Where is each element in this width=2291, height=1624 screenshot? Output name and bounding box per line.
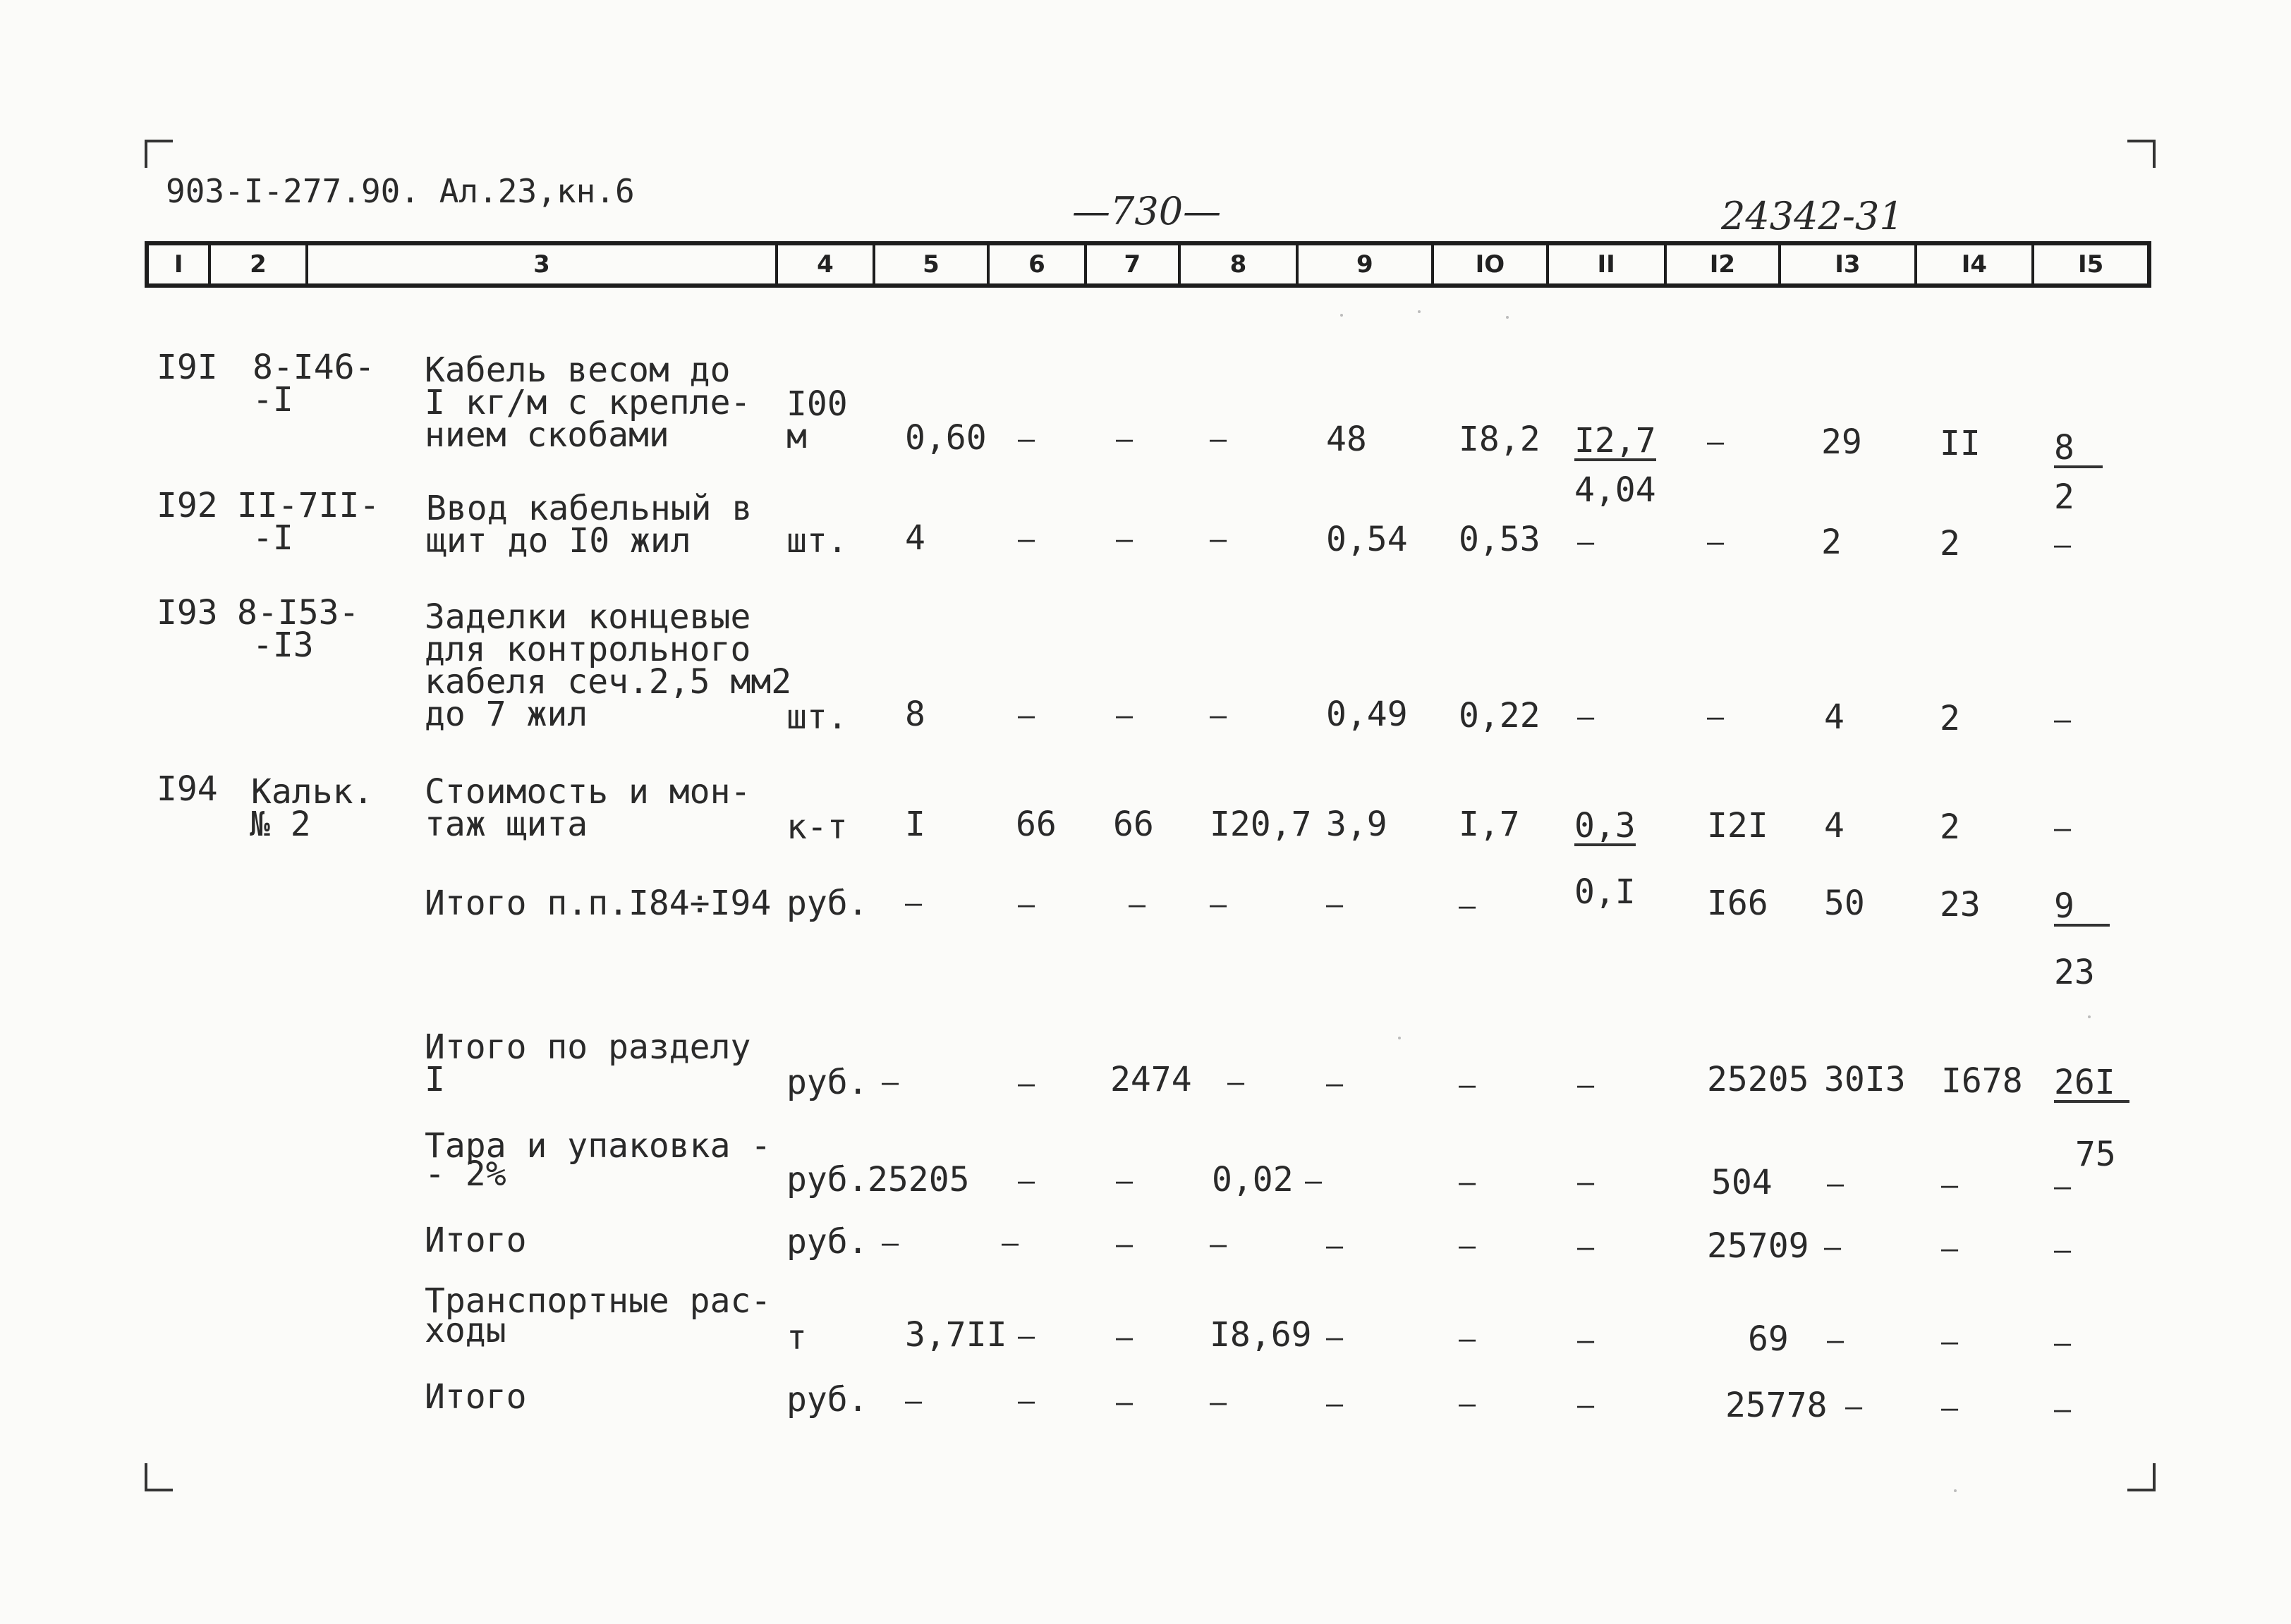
- cell-col6: –: [1018, 1320, 1035, 1353]
- column-header-15: I5: [2077, 250, 2104, 279]
- cell-col6: –: [1018, 1165, 1035, 1197]
- column-header-bar: [145, 241, 2151, 288]
- cell-col9: 3,9: [1326, 805, 1387, 844]
- cell-col11: –: [1577, 1389, 1595, 1422]
- cell-col13: –: [1845, 1391, 1863, 1423]
- description-line: для контрольного: [425, 630, 751, 669]
- cell-col6: –: [1018, 1068, 1035, 1100]
- cell-col13: 4: [1824, 806, 1845, 845]
- cell-col15: [2054, 428, 2103, 468]
- cell-col10: –: [1459, 1069, 1476, 1101]
- column-header-9: 9: [1299, 245, 1434, 283]
- column-header-11: II: [1549, 245, 1667, 283]
- packaging-label-line: - 2%: [425, 1154, 506, 1194]
- cell-col9: –: [1326, 1388, 1344, 1420]
- column-header-3: 3: [308, 245, 779, 283]
- cell-col11-numerator: 0,3: [1574, 806, 1636, 845]
- column-header-5: 5: [875, 245, 990, 283]
- cell-col11: –: [1577, 1324, 1595, 1357]
- cell-col8: 0,02: [1212, 1160, 1294, 1199]
- column-header-12: I2: [1667, 245, 1782, 283]
- column-header-4: 4: [778, 245, 875, 283]
- cell-col15-numerator: 26I: [2054, 1066, 2129, 1103]
- section-total-unit: руб.: [786, 1063, 868, 1102]
- cell-col14: –: [1941, 1233, 1959, 1265]
- cell-col13: –: [1824, 1231, 1842, 1264]
- page-number: —730—: [1072, 189, 1222, 233]
- cell-col8: –: [1210, 1228, 1227, 1261]
- cell-col12: –: [1707, 426, 1725, 458]
- row-number: I9I: [157, 348, 218, 387]
- cell-col14: 23: [1940, 885, 1981, 924]
- cell-col12: 25709: [1707, 1226, 1809, 1266]
- archive-number: 24342-31: [1721, 194, 1904, 238]
- cell-col10: I8,2: [1459, 420, 1540, 459]
- description-line: щит до I0 жил: [426, 521, 691, 561]
- subtotal-label: Итого п.п.I84÷I94: [425, 884, 772, 923]
- cell-col15-numerator: 8: [2054, 432, 2103, 468]
- cell-col13: 50: [1824, 884, 1865, 923]
- total-unit: руб.: [786, 1380, 868, 1420]
- subtotal-unit: руб.: [786, 884, 868, 923]
- cell-col15: –: [2054, 1171, 2072, 1203]
- cell-col12: 69: [1748, 1319, 1789, 1359]
- cell-col11: –: [1577, 526, 1595, 558]
- cell-col13: –: [1827, 1168, 1845, 1200]
- cell-col5: –: [882, 1227, 899, 1259]
- unit-line: м: [786, 417, 807, 456]
- cell-col15: –: [2054, 812, 2072, 845]
- cell-col9: –: [1326, 1068, 1344, 1100]
- cell-col7: –: [1116, 1228, 1134, 1261]
- cell-col10: 0,53: [1459, 520, 1540, 559]
- transport-unit: т: [786, 1318, 807, 1357]
- transport-label-line: Транспортные рас-: [425, 1281, 772, 1321]
- corner-mark-bottom-left: [145, 1463, 173, 1491]
- corner-mark-top-right: [2127, 140, 2156, 168]
- column-header-13: I3: [1781, 245, 1916, 283]
- cell-col9: –: [1326, 1321, 1344, 1354]
- cell-col8: –: [1227, 1066, 1245, 1099]
- cell-col11-denominator: 4,04: [1574, 470, 1656, 510]
- cell-col7: –: [1116, 1165, 1134, 1197]
- cell-col12: 25205: [1707, 1060, 1809, 1099]
- cell-col7: –: [1129, 889, 1146, 921]
- document-code: 903-I-277.90. Ал.23,кн.6: [166, 172, 635, 210]
- scan-speckle: [1418, 310, 1421, 313]
- cell-col6: –: [1018, 700, 1035, 732]
- cell-col15-numerator: 9: [2054, 890, 2110, 927]
- section-total-label-line: Итого по разделу: [425, 1027, 751, 1067]
- cell-col7: –: [1116, 423, 1134, 456]
- cell-col10: –: [1459, 1323, 1476, 1355]
- row-number: I94: [157, 769, 218, 809]
- cell-col8: –: [1210, 700, 1227, 732]
- cell-col9: –: [1326, 889, 1344, 921]
- description-line: Ввод кабельный в: [426, 489, 753, 528]
- cell-col8: –: [1210, 1386, 1227, 1419]
- cell-col8: –: [1210, 889, 1227, 921]
- scan-speckle: [1506, 316, 1509, 319]
- unit-line: I00: [786, 384, 848, 424]
- cell-col11: –: [1577, 701, 1595, 733]
- cell-col6: –: [1018, 423, 1035, 456]
- cell-col12: –: [1707, 701, 1725, 733]
- column-header-8: 8: [1181, 245, 1299, 283]
- cell-col14: –: [1941, 1392, 1959, 1424]
- transport-label-line: ходы: [425, 1311, 506, 1350]
- cell-col15: [2054, 1063, 2129, 1103]
- norm-code-line: -I3: [253, 625, 314, 665]
- unit-line: шт.: [786, 697, 848, 737]
- cell-col14: –: [1941, 1326, 1959, 1358]
- section-total-label-line: I: [425, 1060, 445, 1099]
- cell-col5: I: [905, 805, 925, 844]
- cell-col15: –: [2054, 529, 2072, 561]
- description-line: нием скобами: [425, 415, 669, 455]
- cell-col9: 0,49: [1326, 695, 1408, 734]
- cell-col9: –: [1305, 1165, 1323, 1197]
- cell-col14: –: [1941, 1169, 1959, 1202]
- description-line: таж щита: [425, 805, 588, 844]
- cell-col5: –: [882, 1066, 899, 1099]
- row-number: I93: [157, 593, 218, 633]
- norm-code-line: II-7II-: [237, 486, 380, 525]
- cell-col13: 4: [1824, 697, 1845, 737]
- cell-col7: 2474: [1110, 1060, 1192, 1099]
- cell-col15: –: [2054, 704, 2072, 736]
- norm-code-line: 8-I46-: [253, 348, 375, 387]
- cell-col5: 0,60: [905, 418, 987, 458]
- cell-col8: –: [1210, 523, 1227, 556]
- cell-col5: –: [905, 887, 923, 920]
- cell-col12: I2I: [1707, 806, 1768, 845]
- description-line: Заделки концевые: [425, 597, 751, 637]
- cell-col15-denominator: 23: [2054, 953, 2095, 992]
- cell-col5: –: [905, 1385, 923, 1417]
- cell-col12: –: [1707, 526, 1725, 558]
- cell-col10: –: [1459, 1230, 1476, 1262]
- cell-col10: I,7: [1459, 805, 1520, 844]
- cell-col10: 0,22: [1459, 696, 1540, 735]
- cell-col11: –: [1577, 1069, 1595, 1101]
- cell-col7: –: [1116, 523, 1134, 556]
- cell-col7: 66: [1113, 805, 1154, 844]
- cell-col9: 0,54: [1326, 520, 1408, 559]
- cell-col14: I678: [1941, 1061, 2023, 1101]
- cell-col13: –: [1827, 1324, 1845, 1357]
- description-line: кабеля сеч.2,5 мм2: [425, 662, 792, 702]
- cell-col6: 66: [1016, 805, 1057, 844]
- cell-col13: 30I3: [1824, 1060, 1906, 1099]
- description-line: Стоимость и мон-: [425, 772, 751, 812]
- cell-col14: 2: [1940, 699, 1960, 738]
- column-header-7: 7: [1087, 245, 1181, 283]
- cell-col10: –: [1459, 1388, 1476, 1420]
- cell-col9: –: [1326, 1230, 1344, 1262]
- cell-col13: 29: [1821, 422, 1862, 462]
- cell-col10: –: [1459, 1166, 1476, 1199]
- cell-col11: 0,I: [1574, 872, 1636, 912]
- column-header-1: I: [149, 245, 211, 283]
- cell-col15: [2054, 886, 2110, 927]
- cell-col6: –: [1018, 1385, 1035, 1417]
- corner-mark-top-left: [145, 140, 173, 168]
- corner-mark-bottom-right: [2127, 1463, 2156, 1491]
- cell-col15: –: [2054, 1234, 2072, 1266]
- total-unit: руб.: [786, 1222, 868, 1262]
- cell-col10: –: [1459, 890, 1476, 922]
- packaging-unit: руб.: [786, 1160, 868, 1199]
- cell-col7: –: [1116, 1386, 1134, 1419]
- cell-col15-denominator: 75: [2075, 1135, 2116, 1174]
- cell-col12: 504: [1711, 1163, 1773, 1202]
- norm-code-line: -I: [253, 380, 293, 420]
- cell-col12: 25778: [1725, 1386, 1828, 1425]
- cell-col11: [1574, 421, 1656, 461]
- norm-code-line: 8-I53-: [237, 593, 360, 633]
- column-header-2: 2: [211, 245, 308, 283]
- cell-col5: 25205: [868, 1160, 970, 1199]
- cell-col11: –: [1577, 1231, 1595, 1264]
- cell-col14: II: [1940, 424, 1981, 463]
- column-header-6: 6: [990, 245, 1086, 283]
- cell-col8: –: [1210, 423, 1227, 456]
- unit-line: к-т: [786, 807, 848, 847]
- cell-col6: –: [1018, 889, 1035, 921]
- row-number: I92: [157, 486, 218, 525]
- cell-col15: –: [2054, 1327, 2072, 1360]
- cell-col5: 8: [905, 695, 925, 734]
- cell-col6: –: [1018, 523, 1035, 556]
- description-line: Кабель весом до: [425, 350, 731, 390]
- unit-line: шт.: [786, 521, 848, 561]
- total-label: Итого: [425, 1221, 527, 1260]
- cell-col5: 4: [905, 518, 925, 558]
- cell-col11: [1574, 806, 1636, 846]
- column-header-10: IO: [1434, 245, 1549, 283]
- description-line: до 7 жил: [425, 695, 588, 734]
- cell-col11-numerator: I2,7: [1574, 421, 1656, 460]
- description-line: I кг/м с крепле-: [425, 383, 751, 422]
- norm-code-line: Кальк.: [251, 772, 374, 812]
- cell-col12: I66: [1707, 884, 1768, 923]
- scan-speckle: [1340, 314, 1343, 317]
- scan-speckle: [1398, 1037, 1401, 1039]
- norm-code-line: -I: [253, 518, 293, 558]
- scan-speckle: [1954, 1489, 1957, 1492]
- packaging-label-line: Тара и упаковка -: [425, 1126, 772, 1166]
- cell-col15: –: [2054, 1393, 2072, 1426]
- cell-col7: –: [1116, 1321, 1134, 1354]
- cell-col11: –: [1577, 1166, 1595, 1199]
- cell-col6: –: [1002, 1227, 1019, 1259]
- cell-col8: I20,7: [1210, 805, 1312, 844]
- cell-col13: 2: [1821, 523, 1842, 562]
- cell-col9: 48: [1326, 420, 1367, 459]
- scan-speckle: [2088, 1015, 2091, 1018]
- cell-col5: 3,7II: [905, 1315, 1007, 1355]
- norm-code-line: № 2: [250, 805, 311, 844]
- cell-col14: 2: [1940, 807, 1960, 847]
- cell-col7: –: [1116, 700, 1134, 732]
- cell-col15-denominator: 2: [2054, 477, 2074, 517]
- cell-col14: 2: [1940, 524, 1960, 563]
- total-label: Итого: [425, 1377, 527, 1417]
- column-header-14: I4: [1917, 245, 2035, 283]
- cell-col8: I8,69: [1210, 1315, 1312, 1355]
